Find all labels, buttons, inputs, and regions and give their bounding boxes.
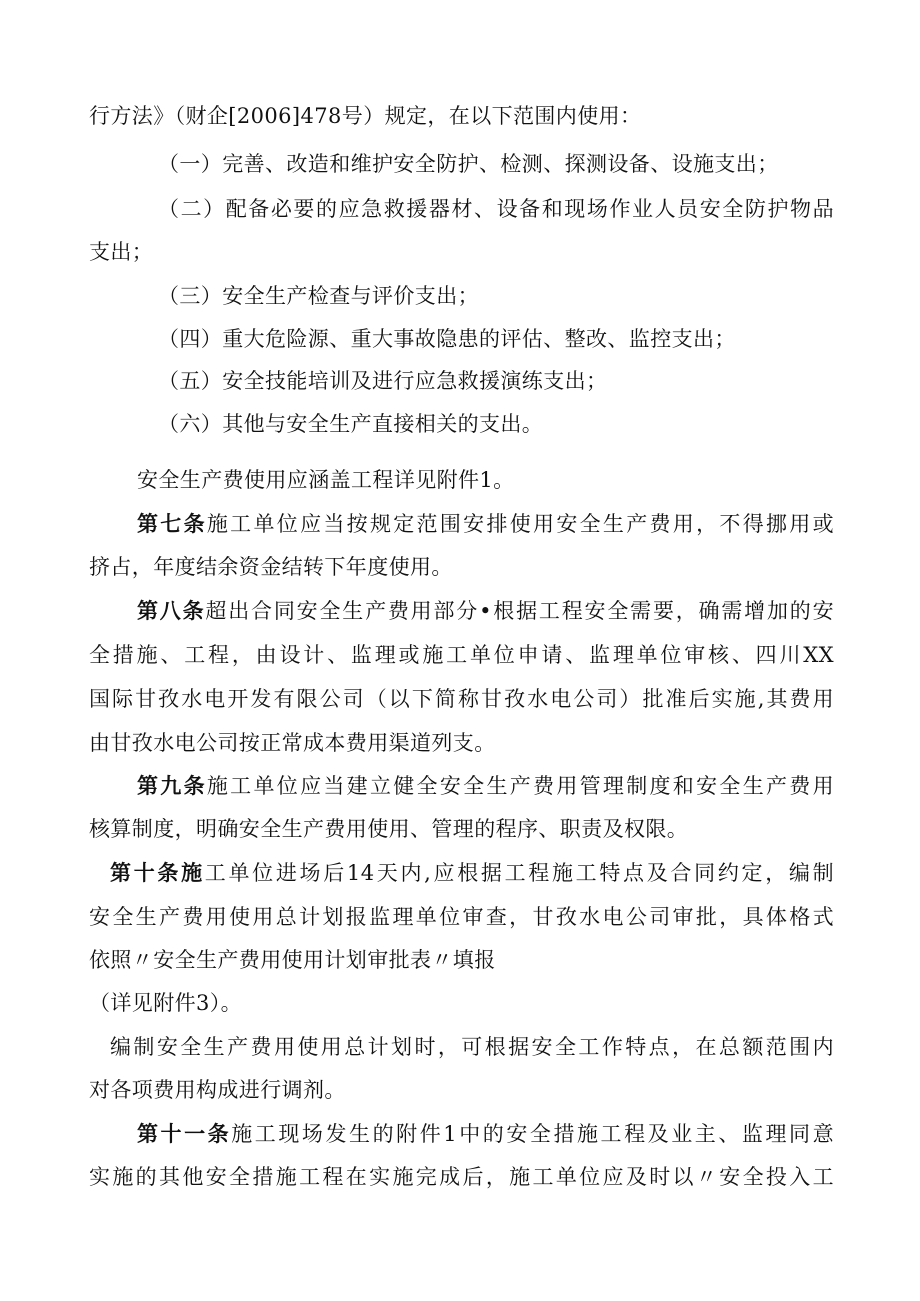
- text-line: 国际甘孜水电开发有限公司（以下简称甘孜水电公司）批准后实施,其费用: [89, 687, 834, 711]
- text-line: 由甘孜水电公司按正常成本费用渠道列支。: [89, 731, 496, 755]
- text-line: 全措施、工程，由设计、监理或施工单位申请、监理单位审核、四川XX: [89, 643, 834, 667]
- list-item: （四）重大危险源、重大事故隐患的评估、整改、监控支出；: [158, 327, 736, 351]
- article-11: 第十一条施工现场发生的附件1中的安全措施工程及业主、监理同意: [137, 1121, 834, 1146]
- text-line: 行方法》（财企[2006]478号）规定，在以下范围内使用：: [89, 104, 642, 128]
- text-line: 对各项费用构成进行调剂。: [89, 1078, 346, 1102]
- article-label: 第八条: [137, 598, 206, 623]
- text-line: 编制安全生产费用使用总计划时，可根据安全工作特点，在总额范围内: [110, 1035, 834, 1059]
- text-line: （详见附件3）。: [89, 991, 243, 1015]
- text-line: 实施的其他安全措施工程在实施完成后，施工单位应及时以〃安全投入工: [89, 1165, 834, 1189]
- text-line: 支出；: [89, 240, 154, 264]
- article-7: 第七条施工单位应当按规定范围安排使用安全生产费用，不得挪用或: [137, 511, 834, 536]
- list-item: （六）其他与安全生产直接相关的支出。: [158, 412, 544, 436]
- text-line: 核算制度，明确安全生产费用使用、管理的程序、职责及权限。: [89, 817, 689, 841]
- article-label: 第九条: [137, 773, 207, 798]
- list-item: （五）安全技能培训及进行应急救援演练支出；: [158, 369, 608, 393]
- list-item: （三）安全生产检查与评价支出；: [158, 284, 479, 308]
- article-label: 第十条施: [110, 860, 205, 885]
- text-line: 安全生产费使用应涵盖工程详见附件1。: [137, 468, 515, 492]
- article-9: 第九条施工单位应当建立健全安全生产费用管理制度和安全生产费用: [137, 773, 834, 798]
- text-line: 挤占，年度结余资金结转下年度使用。: [89, 555, 453, 579]
- article-10: 第十条施工单位进场后14天内,应根据工程施工特点及合同约定，编制: [110, 860, 834, 885]
- article-8: 第八条超出合同安全生产费用部分•根据工程安全需要，确需增加的安: [137, 598, 834, 623]
- article-label: 第七条: [137, 511, 207, 536]
- text-line: 依照〃安全生产费用使用计划审批表〃填报: [89, 948, 496, 972]
- article-label: 第十一条: [137, 1121, 232, 1146]
- list-item: （二）配备必要的应急救援器材、设备和现场作业人员安全防护物品: [158, 197, 834, 221]
- list-item: （一）完善、改造和维护安全防护、检测、探测设备、设施支出；: [158, 152, 779, 176]
- text-line: 安全生产费用使用总计划报监理单位审查，甘孜水电公司审批，具体格式: [89, 905, 834, 929]
